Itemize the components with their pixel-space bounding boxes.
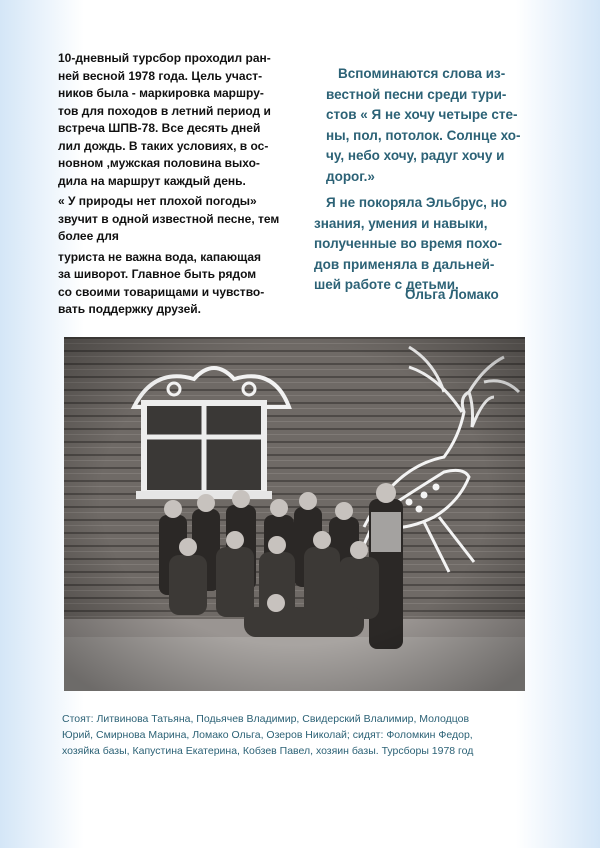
left-text-column: [58, 50, 298, 322]
left-paragraph-3: туриста не важна вода, капающая за шиворот. Главное быть рядом со своими товарищами и чувство- вать поддержку друзей.: [58, 249, 265, 316]
photo-caption: Стоят: Литвинова Татьяна, Подьячев Владимир, Свидерский Влалимир, Молодцов Юрий, Смирнова Марина, Ломако Ольга, Озеров Николай; сидят: Фоломкин Федор, хозяйка базы, Капустина Екатерина, Кобзев Павел, хозяин базы. Турсборы 1978 год: [62, 713, 474, 757]
reflection-paragraph: Я не покоряла Эльбрус, но знания, умения и навыки, полученные во время похо- дов применяла в дальней- шей работе с детьми.: [314, 195, 508, 292]
left-paragraph-1: 10-дневный турсбор проходил ран- ней весной 1978 года. Цель участ- ников была - маркировка маршру- тов для походов в летний период и встреча ШПВ-78. Все десять дней лил дождь. В таких условиях, в ос- новном ,мужская половина выхо- дила на маршрут каждый день.: [58, 51, 271, 188]
author-signature: Ольга Ломако: [405, 287, 499, 302]
group-photo: [64, 337, 525, 691]
right-text-column: [314, 64, 554, 302]
left-paragraph-2: « У природы нет плохой погоды» звучит в одной известной песне, тем более для: [58, 194, 280, 243]
song-quote-paragraph: Вспоминаются слова из- вестной песни среди тури- стов « Я не хочу четыре сте- ны, пол, потолок. Солнце хо- чу, небо хочу, радуг хочу и дорог.»: [326, 66, 521, 184]
group-photo-image: [64, 337, 525, 691]
